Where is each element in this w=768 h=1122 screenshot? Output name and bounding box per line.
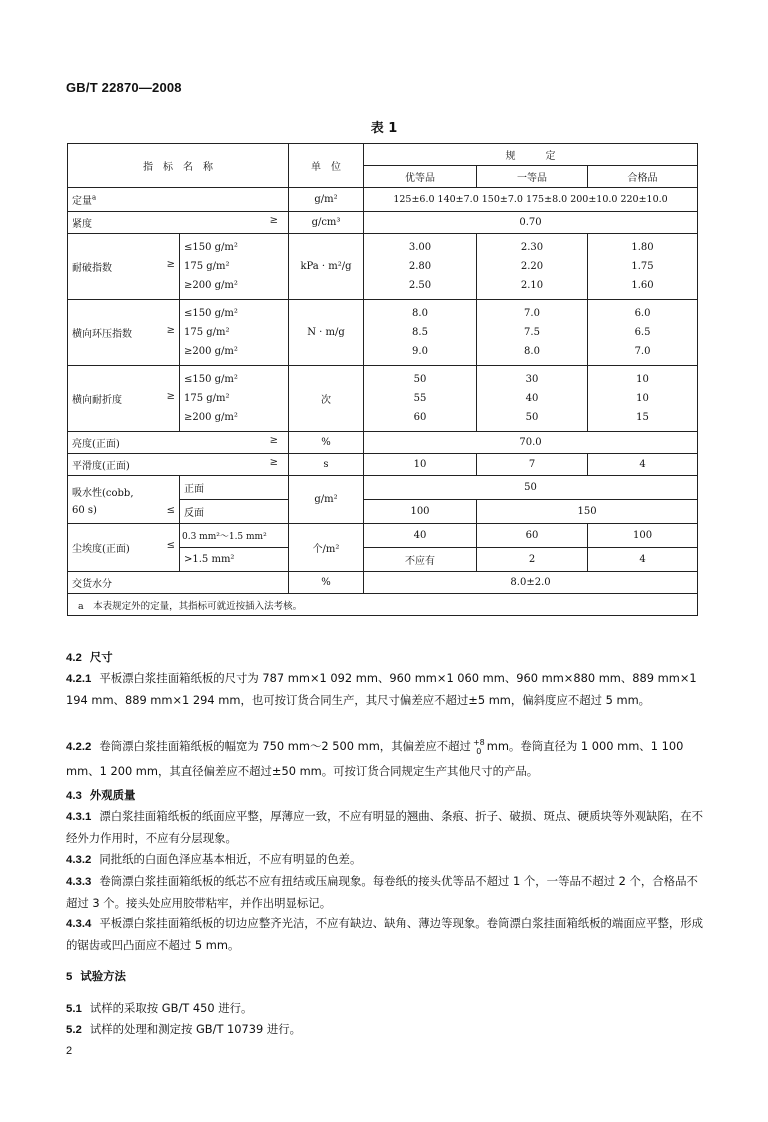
dirt-r1-g1: 40 [364, 524, 477, 548]
dirt-r2-g3: 4 [588, 548, 698, 572]
burst-g3: 1.80 1.75 1.60 [588, 234, 698, 300]
burst-unit: kPa · m²/g [289, 234, 364, 300]
cobb-front-label: 正面 [180, 476, 289, 500]
fold-unit: 次 [289, 366, 364, 432]
burst-cmp: ≥ [166, 259, 175, 270]
row-footnote [68, 594, 698, 616]
table-footnote: a 本表规定外的定量，其指标可就近按插入法考核。 [68, 594, 698, 616]
cobb-label-1: 吸水性(cobb, [72, 487, 134, 499]
cobb-front-value: 50 [364, 476, 698, 500]
cobb-back-g1: 100 [364, 500, 477, 524]
cobb-cmp: ≤ [166, 504, 175, 516]
moisture-unit: % [289, 572, 364, 594]
dirt-cmp: ≤ [166, 540, 175, 551]
section-4-2-heading: 4.2 尺寸 [66, 650, 113, 664]
cobb-back-g23: 150 [477, 500, 698, 524]
dirt-label: 尘埃度(正面) [72, 544, 130, 555]
header-spec: 规 定 [364, 144, 698, 166]
cobb-unit: g/m² [289, 476, 364, 524]
row-basis-weight [68, 188, 698, 212]
dirt-r1-g3: 100 [588, 524, 698, 548]
header-grade-1: 优等品 [364, 166, 477, 188]
ring-cmp: ≥ [166, 325, 175, 336]
footnote-marker: a [92, 193, 97, 202]
fold-g1: 50 55 60 [364, 366, 477, 432]
fold-g2: 30 40 50 [477, 366, 588, 432]
row-ring-crush [68, 300, 698, 366]
smooth-unit: s [289, 454, 364, 476]
section-4-3-3: 4.3.3 卷筒漂白浆挂面箱纸板的纸芯不应有扭结或压扁现象。每卷纸的接头优等品不超过 1 个，一等品不超过 2 个，合格品不超过 3 个。接头处应用胶带粘牢，并作出明显标记。 [66, 874, 698, 910]
row-burst-index [68, 234, 698, 300]
smooth-g3: 4 [588, 454, 698, 476]
dirt-r1-g2: 60 [477, 524, 588, 548]
table-title: 表 1 [370, 121, 398, 136]
section-4-2-2: 4.2.2 卷筒漂白浆挂面箱纸板的幅宽为 750 mm～2 500 mm，其偏差应不超过 +8 0 mm。卷筒直径为 1 000 mm、1 100 mm、1 200 mm，其直径偏差应不超过±50 mm。可按订货合同规定生产其他尺寸的产品。 [66, 737, 684, 778]
section-4-3-heading: 4.3 外观质量 [66, 788, 136, 802]
density-value: 0.70 [364, 212, 698, 234]
fold-cmp: ≥ [166, 391, 175, 402]
smooth-cmp: ≥ [269, 457, 278, 468]
section-5-1: 5.1 试样的采取按 GB/T 450 进行。 [66, 1001, 253, 1015]
burst-label: 耐破指数 [72, 263, 112, 274]
row-smoothness [68, 454, 698, 476]
ring-g1: 8.0 8.5 9.0 [364, 300, 477, 366]
dirt-r2-g2: 2 [477, 548, 588, 572]
dirt-r2-g1: 不应有 [364, 548, 477, 572]
row-folding [68, 366, 698, 432]
burst-subs: ≤150 g/m² 175 g/m² ≥200 g/m² [180, 234, 289, 300]
smooth-g2: 7 [477, 454, 588, 476]
burst-g2: 2.30 2.20 2.10 [477, 234, 588, 300]
brightness-label: 亮度(正面) [72, 439, 120, 450]
standard-number: GB/T 22870—2008 [66, 80, 182, 95]
section-5-heading: 5 试验方法 [66, 969, 126, 983]
moisture-value: 8.0±2.0 [364, 572, 698, 594]
row-dirt-1 [68, 524, 698, 548]
density-label: 紧度 [72, 219, 92, 230]
table-header-row [68, 144, 698, 166]
section-4-3-2: 4.3.2 同批纸的白面色泽应基本相近，不应有明显的色差。 [66, 852, 362, 866]
brightness-value: 70.0 [364, 432, 698, 454]
row-density [68, 212, 698, 234]
section-4-2-1: 4.2.1 平板漂白浆挂面箱纸板的尺寸为 787 mm×1 092 mm、960 mm×1 060 mm、960 mm×880 mm、889 mm×1 194 mm、889 mm×1 294 mm，也可按订货合同生产，其尺寸偏差应不超过±5 mm，偏斜度应不超过 5 mm。 [66, 671, 697, 707]
density-unit: g/cm³ [289, 212, 364, 234]
ring-g3: 6.0 6.5 7.0 [588, 300, 698, 366]
row-moisture [68, 572, 698, 594]
spec-table [67, 143, 698, 616]
basis-weight-values: 125±6.0 140±7.0 150±7.0 175±8.0 200±10.0 220±10.0 [364, 188, 698, 212]
fold-subs: ≤150 g/m² 175 g/m² ≥200 g/m² [180, 366, 289, 432]
fold-label: 横向耐折度 [72, 395, 122, 406]
cobb-back-label: 反面 [180, 500, 289, 524]
row-brightness [68, 432, 698, 454]
basis-weight-unit: g/m² [289, 188, 364, 212]
section-4-3-1: 4.3.1 漂白浆挂面箱纸板的纸面应平整，厚薄应一致，不应有明显的翘曲、条痕、折子、破损、斑点、硬质块等外观缺陷，在不经外力作用时，不应有分层现象。 [66, 809, 704, 845]
page-number: 2 [66, 1045, 73, 1057]
header-grade-3: 合格品 [588, 166, 698, 188]
dirt-sub-1: 0.3 mm²～1.5 mm² [180, 524, 289, 548]
cobb-label-2: 60 s) [72, 504, 97, 516]
section-4-3-4: 4.3.4 平板漂白浆挂面箱纸板的切边应整齐光洁，不应有缺边、缺角、薄边等现象。卷筒漂白浆挂面箱纸板的端面应平整，形成的锯齿或凹凸面应不超过 5 mm。 [66, 916, 704, 952]
header-unit: 单 位 [289, 144, 364, 188]
ring-g2: 7.0 7.5 8.0 [477, 300, 588, 366]
section-5-2: 5.2 试样的处理和测定按 GB/T 10739 进行。 [66, 1022, 302, 1036]
moisture-label: 交货水分 [68, 572, 289, 594]
basis-weight-label: 定量 [72, 196, 92, 207]
ring-label: 横向环压指数 [72, 329, 132, 340]
tolerance: +8 0 [472, 737, 485, 756]
fold-g3: 10 10 15 [588, 366, 698, 432]
density-cmp: ≥ [269, 215, 278, 226]
brightness-unit: % [289, 432, 364, 454]
smooth-g1: 10 [364, 454, 477, 476]
ring-subs: ≤150 g/m² 175 g/m² ≥200 g/m² [180, 300, 289, 366]
dirt-sub-2: >1.5 mm² [180, 548, 289, 572]
row-cobb-front [68, 476, 698, 500]
ring-unit: N · m/g [289, 300, 364, 366]
burst-g1: 3.00 2.80 2.50 [364, 234, 477, 300]
header-indicator: 指 标 名 称 [68, 144, 289, 188]
dirt-unit: 个/m² [289, 524, 364, 572]
smooth-label: 平滑度(正面) [72, 461, 130, 472]
header-grade-2: 一等品 [477, 166, 588, 188]
brightness-cmp: ≥ [269, 435, 278, 446]
